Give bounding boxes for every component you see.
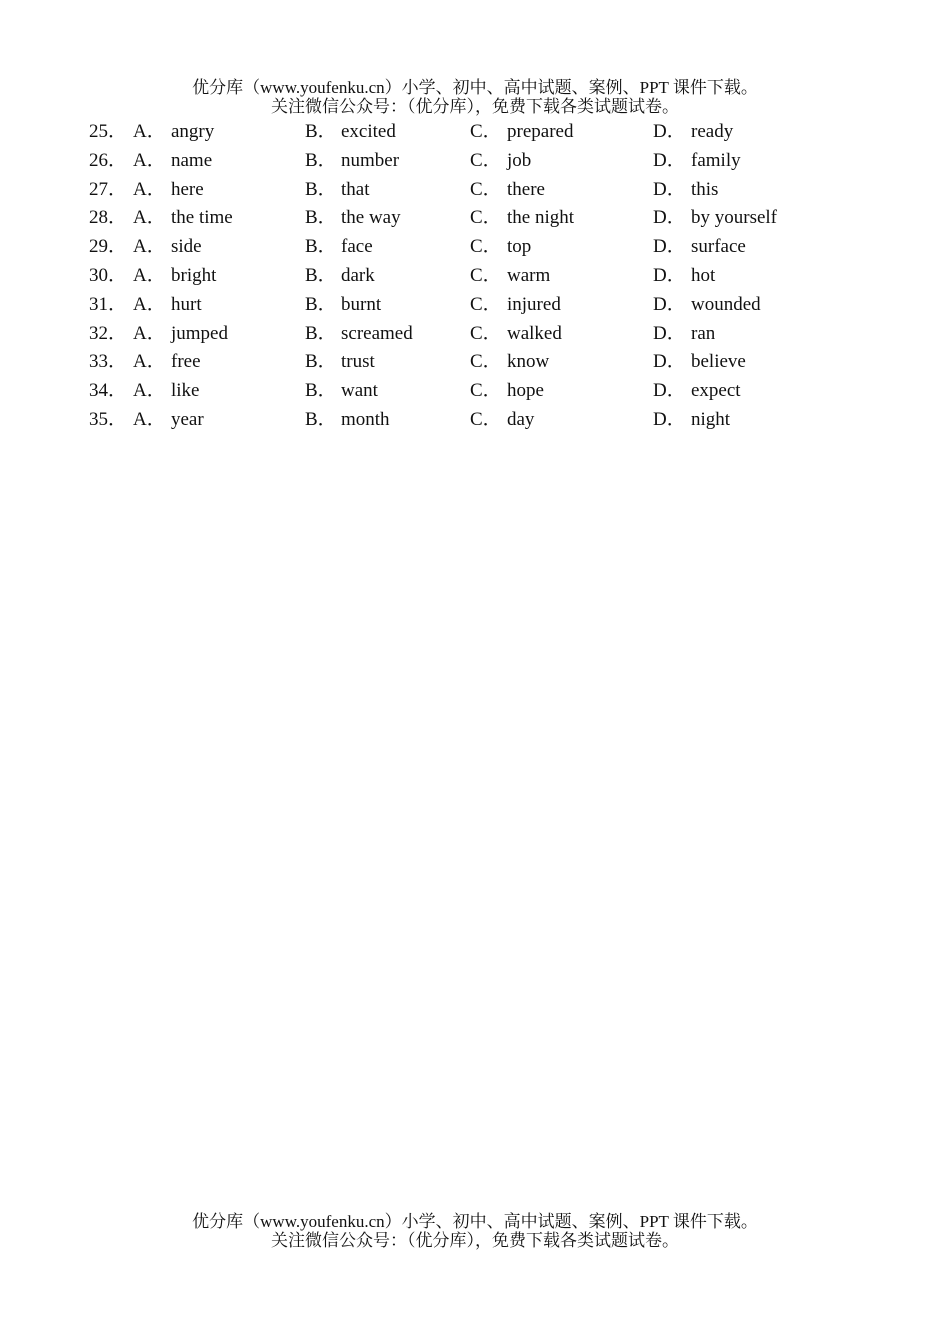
option-a: like — [171, 380, 200, 402]
option-letter-a: A． — [133, 236, 166, 258]
option-b: burnt — [341, 293, 382, 315]
option-d: expect — [691, 380, 741, 402]
question-row — [0, 320, 950, 349]
question-list — [0, 118, 950, 435]
option-d: ran — [691, 322, 716, 344]
option-letter-c: C． — [470, 380, 502, 402]
option-b: number — [341, 149, 400, 171]
question-row — [0, 176, 950, 205]
question-number: 32． — [89, 322, 128, 344]
option-a: angry — [171, 121, 215, 142]
option-letter-d: D． — [653, 380, 686, 402]
header-line-2: 关注微信公众号：（优分库），免费下载各类试题试卷。 — [271, 97, 679, 116]
option-b: excited — [341, 121, 396, 142]
option-a: bright — [171, 264, 217, 286]
option-letter-a: A． — [133, 149, 166, 171]
option-letter-a: A． — [133, 178, 166, 200]
option-a: hurt — [171, 293, 202, 315]
option-a: jumped — [171, 322, 228, 344]
option-d: night — [691, 408, 731, 430]
question-number: 35． — [89, 408, 128, 430]
option-b: month — [341, 408, 390, 430]
option-letter-c: C． — [470, 149, 502, 171]
option-d: ready — [691, 121, 734, 142]
header-line-1: 优分库（www.youfenku.cn）小学、初中、高中试题、案例、PPT 课件下载。 — [192, 78, 758, 97]
option-c: job — [507, 149, 532, 171]
option-letter-c: C． — [470, 408, 502, 430]
option-letter-b: B． — [305, 121, 337, 142]
option-d: hot — [691, 264, 716, 286]
question-row — [0, 233, 950, 262]
option-a: year — [171, 408, 204, 430]
option-c: warm — [507, 264, 551, 286]
option-letter-a: A． — [133, 293, 166, 315]
option-letter-d: D． — [653, 236, 686, 258]
option-a: side — [171, 236, 202, 258]
option-letter-d: D． — [653, 408, 686, 430]
option-a: name — [171, 149, 213, 171]
option-c: hope — [507, 380, 544, 402]
option-b: that — [341, 178, 370, 200]
footer-line-1: 优分库（www.youfenku.cn）小学、初中、高中试题、案例、PPT 课件下载。 — [192, 1212, 758, 1231]
option-d: believe — [691, 351, 746, 373]
option-letter-d: D． — [653, 351, 686, 373]
option-letter-b: B． — [305, 408, 337, 430]
option-b: face — [341, 236, 373, 258]
option-b: want — [341, 380, 378, 402]
option-letter-d: D． — [653, 322, 686, 344]
option-c: injured — [507, 293, 561, 315]
option-letter-b: B． — [305, 380, 337, 402]
option-letter-b: B． — [305, 236, 337, 258]
option-letter-b: B． — [305, 351, 337, 373]
option-letter-c: C． — [470, 351, 502, 373]
header-banner — [0, 78, 950, 116]
option-d: by yourself — [691, 207, 778, 229]
question-number: 25． — [89, 121, 128, 142]
option-c: day — [507, 408, 535, 430]
option-letter-a: A． — [133, 408, 166, 430]
option-letter-b: B． — [305, 264, 337, 286]
option-letter-b: B． — [305, 207, 337, 229]
option-letter-b: B． — [305, 149, 337, 171]
option-letter-a: A． — [133, 322, 166, 344]
option-letter-b: B． — [305, 322, 337, 344]
option-letter-d: D． — [653, 178, 686, 200]
question-number: 29． — [89, 236, 128, 258]
question-row — [0, 262, 950, 291]
option-b: trust — [341, 351, 375, 373]
option-letter-c: C． — [470, 322, 502, 344]
footer-line-2: 关注微信公众号：（优分库），免费下载各类试题试卷。 — [271, 1231, 679, 1250]
option-c: top — [507, 236, 532, 258]
question-row — [0, 204, 950, 233]
option-letter-c: C． — [470, 207, 502, 229]
option-letter-a: A． — [133, 264, 166, 286]
option-letter-d: D． — [653, 207, 686, 229]
question-number: 30． — [89, 264, 128, 286]
option-letter-d: D． — [653, 293, 686, 315]
option-d: family — [691, 149, 741, 171]
option-c: walked — [507, 322, 562, 344]
question-number: 27． — [89, 178, 128, 200]
option-d: this — [691, 178, 719, 200]
option-b: screamed — [341, 322, 413, 344]
question-number: 34． — [89, 380, 128, 402]
option-letter-c: C． — [470, 178, 502, 200]
option-letter-a: A． — [133, 351, 166, 373]
option-letter-c: C． — [470, 121, 502, 142]
option-c: there — [507, 178, 545, 200]
option-a: here — [171, 178, 204, 200]
option-letter-d: D． — [653, 149, 686, 171]
option-b: dark — [341, 264, 375, 286]
option-letter-d: D． — [653, 121, 686, 142]
option-letter-a: A． — [133, 380, 166, 402]
option-d: surface — [691, 236, 746, 258]
footer-banner — [0, 1212, 950, 1250]
question-number: 28． — [89, 207, 128, 229]
option-letter-a: A． — [133, 121, 166, 142]
option-b: the way — [341, 207, 401, 229]
option-letter-c: C． — [470, 236, 502, 258]
question-row — [0, 147, 950, 176]
option-c: know — [507, 351, 550, 373]
option-c: prepared — [507, 121, 574, 142]
question-row — [0, 377, 950, 406]
option-letter-d: D． — [653, 264, 686, 286]
question-row — [0, 291, 950, 320]
option-c: the night — [507, 207, 575, 229]
question-number: 33． — [89, 351, 128, 373]
option-a: the time — [171, 207, 233, 229]
option-letter-b: B． — [305, 293, 337, 315]
option-letter-c: C． — [470, 293, 502, 315]
question-row — [0, 118, 950, 147]
question-row — [0, 406, 950, 435]
question-number: 26． — [89, 149, 128, 171]
option-letter-a: A． — [133, 207, 166, 229]
question-row — [0, 348, 950, 377]
option-a: free — [171, 351, 201, 373]
option-letter-c: C． — [470, 264, 502, 286]
option-d: wounded — [691, 293, 761, 315]
option-letter-b: B． — [305, 178, 337, 200]
question-number: 31． — [89, 293, 128, 315]
